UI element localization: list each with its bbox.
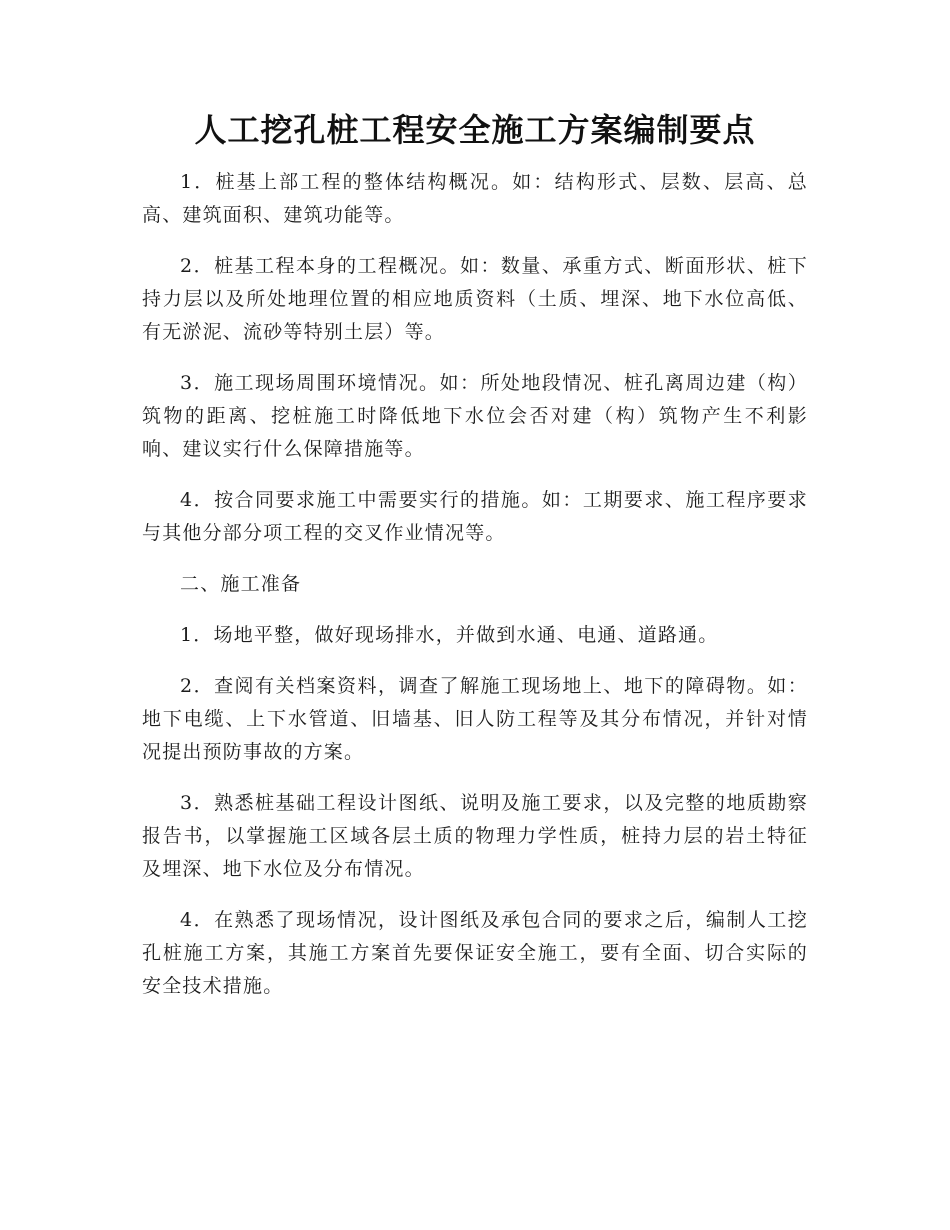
paragraph-6: 2．查阅有关档案资料，调查了解施工现场地上、地下的障碍物。如：地下电缆、上下水管道、旧墙基、旧人防工程等及其分布情况，并针对情况提出预防事故的方案。 bbox=[142, 675, 808, 763]
paragraph-2: 2．桩基工程本身的工程概况。如：数量、承重方式、断面形状、桩下持力层以及所处地理位置的相应地质资料（土质、埋深、地下水位高低、有无淤泥、流砂等特别土层）等。 bbox=[142, 255, 808, 343]
section-heading-construction-preparation: 二、施工准备 bbox=[180, 573, 302, 595]
paragraph-8: 4．在熟悉了现场情况，设计图纸及承包合同的要求之后，编制人工挖孔桩施工方案，其施工方案首先要保证安全施工，要有全面、切合实际的安全技术措施。 bbox=[142, 909, 808, 997]
paragraph-1: 1．桩基上部工程的整体结构概况。如：结构形式、层数、层高、总高、建筑面积、建筑功能等。 bbox=[142, 171, 808, 226]
document-title: 人工挖孔桩工程安全施工方案编制要点 bbox=[194, 111, 756, 149]
document-body bbox=[142, 166, 808, 1021]
paragraph-3: 3．施工现场周围环境情况。如：所处地段情况、桩孔离周边建（构）筑物的距离、挖桩施工时降低地下水位会否对建（构）筑物产生不利影响、建议实行什么保障措施等。 bbox=[142, 372, 808, 460]
paragraph-4: 4．按合同要求施工中需要实行的措施。如：工期要求、施工程序要求与其他分部分项工程的交叉作业情况等。 bbox=[142, 489, 808, 544]
paragraph-5: 1．场地平整，做好现场排水，并做到水通、电通、道路通。 bbox=[180, 624, 719, 646]
paragraph-7: 3．熟悉桩基础工程设计图纸、说明及施工要求，以及完整的地质勘察报告书，以掌握施工区域各层土质的物理力学性质，桩持力层的岩土特征及埋深、地下水位及分布情况。 bbox=[142, 792, 808, 880]
